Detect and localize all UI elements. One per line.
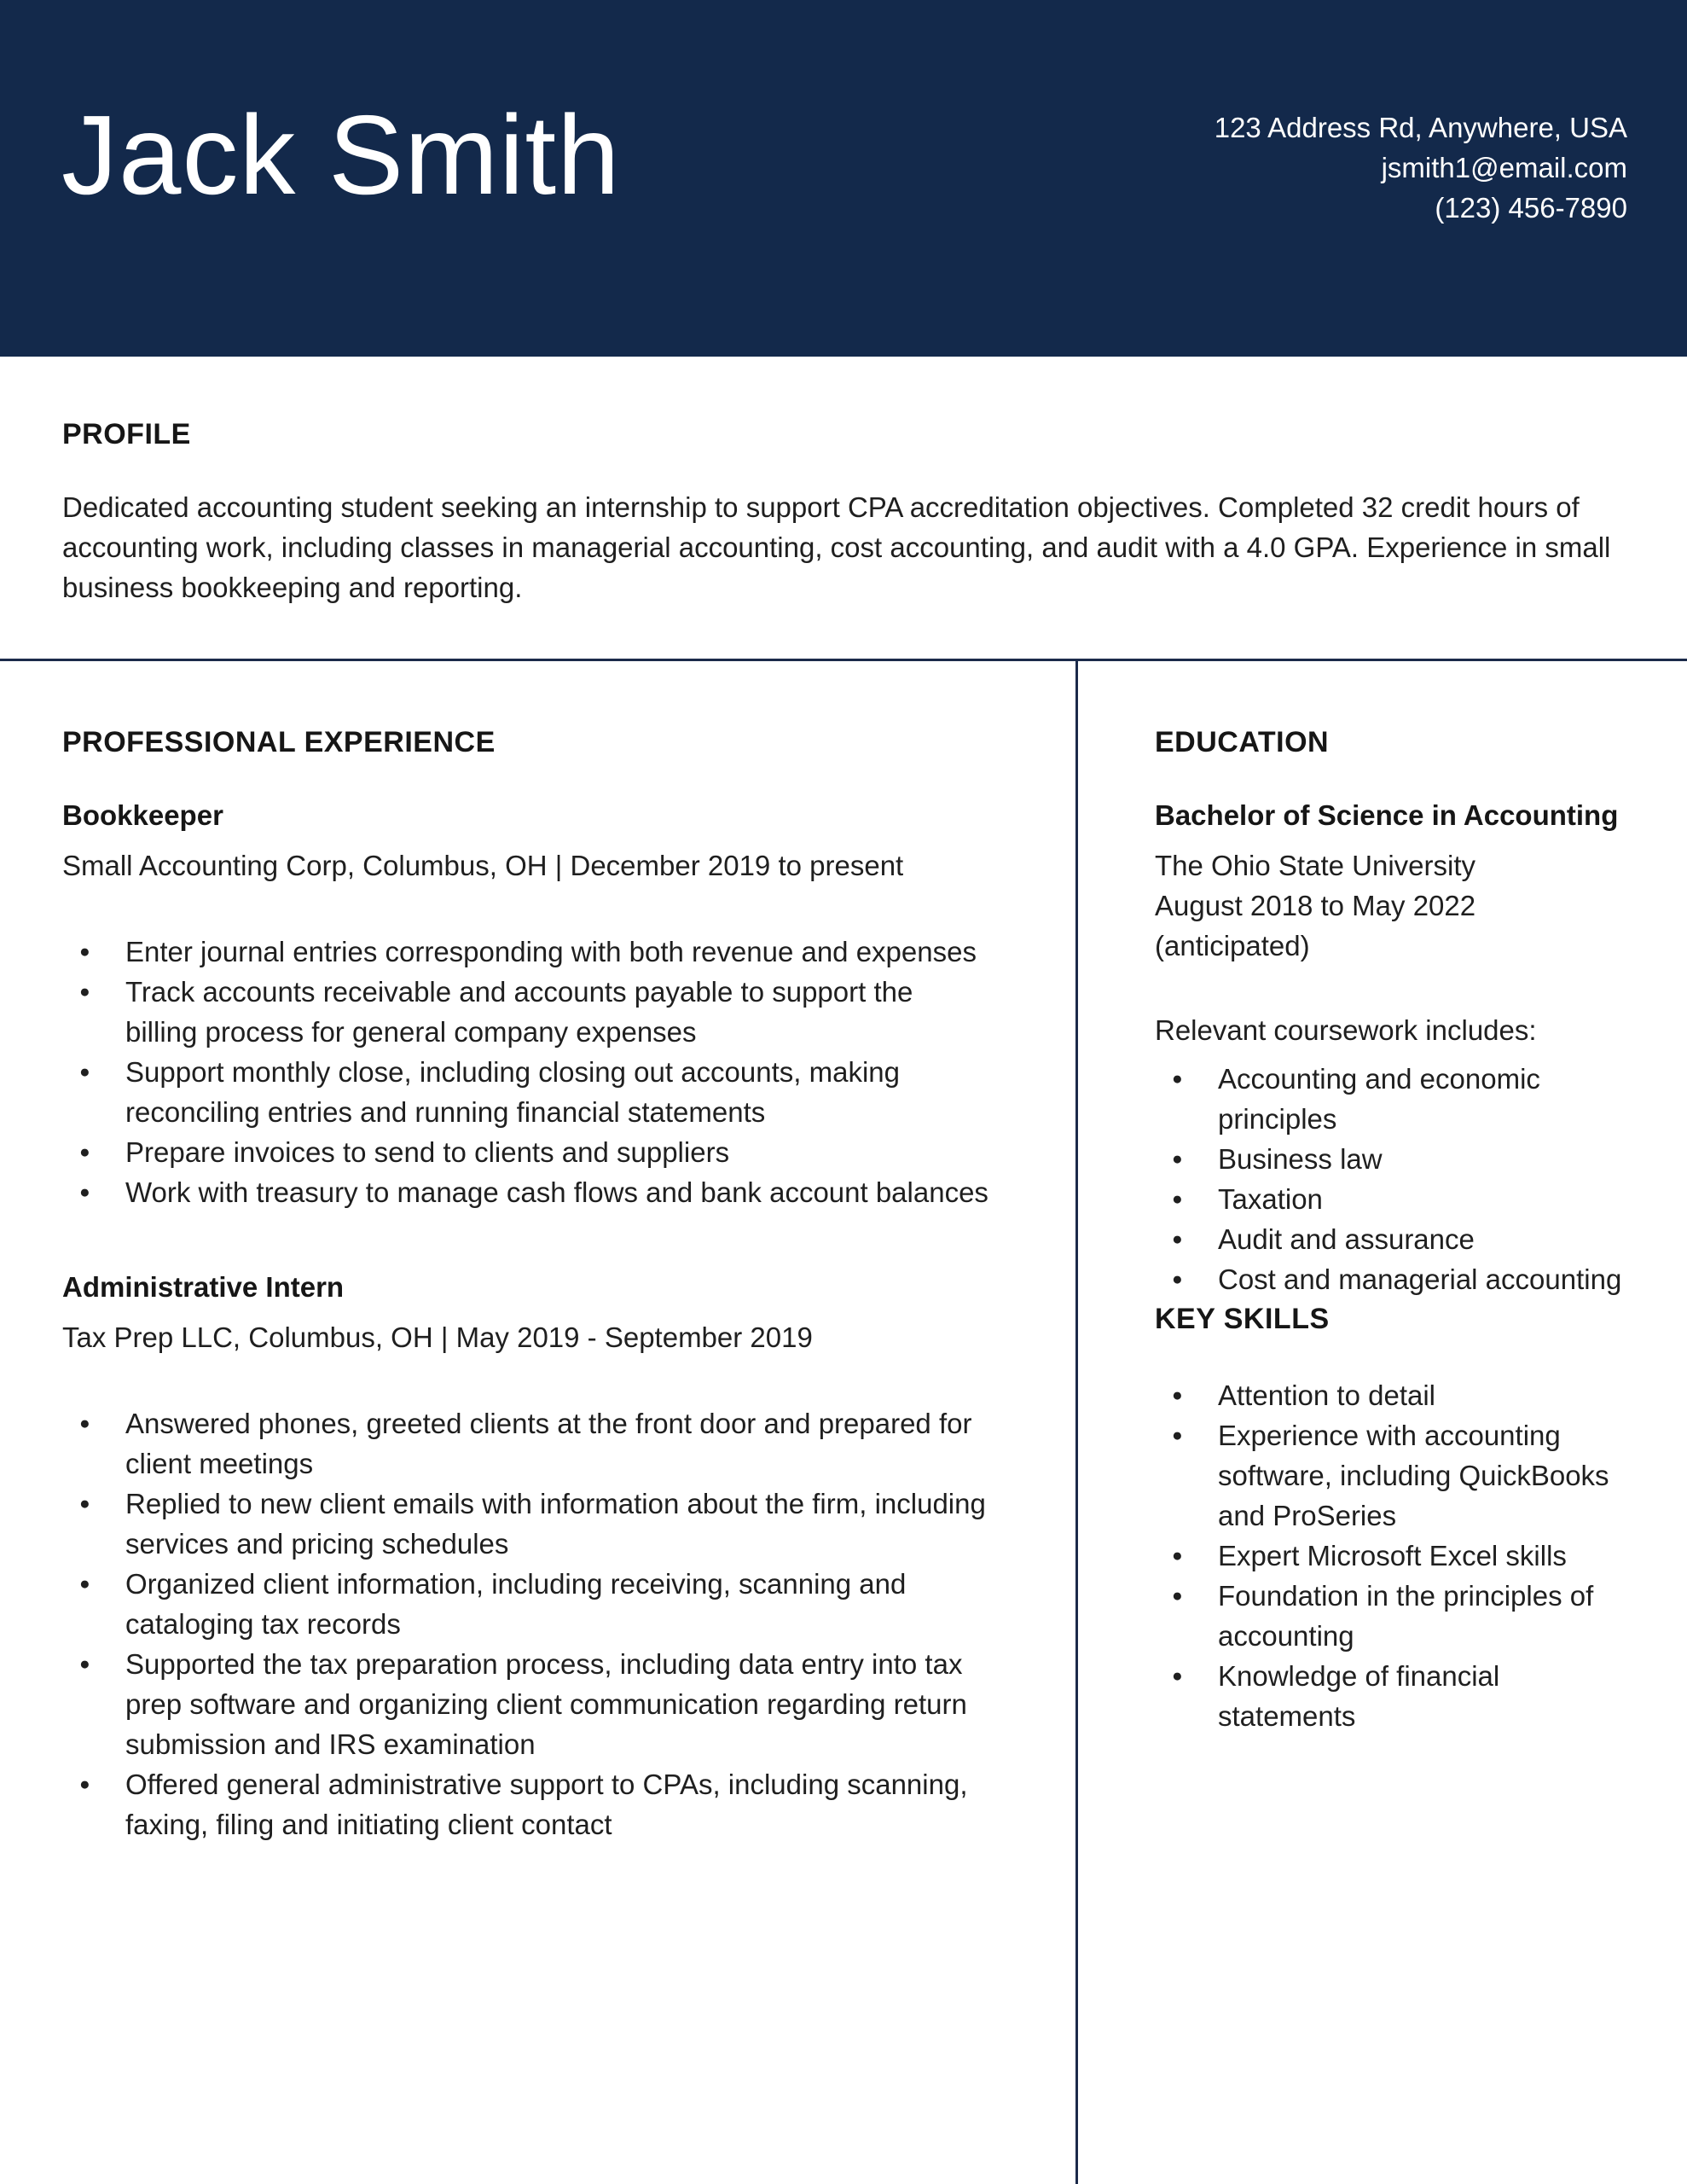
job-title: Administrative Intern: [62, 1271, 345, 1303]
skill-item: ● Experience with accounting software, including QuickBooks and ProSeries: [1155, 1415, 1627, 1536]
skills-heading: KEY SKILLS: [1155, 1303, 1330, 1335]
bullet-item: ● Support monthly close, including closing out accounts, making reconciling entries and running financial statements: [62, 1052, 990, 1132]
coursework-item: ● Business law: [1155, 1139, 1627, 1179]
bullet-item: ● Enter journal entries corresponding with both revenue and expenses: [62, 932, 990, 972]
coursework-list: [1155, 1059, 1627, 1299]
skill-item: ● Foundation in the principles of accounting: [1155, 1576, 1627, 1656]
bullet-item: ● Answered phones, greeted clients at the front door and prepared for client meetings: [62, 1403, 990, 1484]
bullet-item: ● Prepare invoices to send to clients and suppliers: [62, 1132, 990, 1172]
degree-title: Bachelor of Science in Accounting: [1155, 799, 1619, 831]
bullet-item: ● Organized client information, including receiving, scanning and cataloging tax records: [62, 1564, 990, 1644]
candidate-name: Jack Smith: [61, 92, 621, 218]
contact-address: 123 Address Rd, Anywhere, USA: [1214, 112, 1627, 143]
coursework-item: ● Audit and assurance: [1155, 1219, 1627, 1259]
contact-info: [1215, 107, 1627, 228]
education-dates-note: (anticipated): [1155, 930, 1310, 961]
education-heading: EDUCATION: [1155, 726, 1330, 758]
bullet-item: ● Offered general administrative support to CPAs, including scanning, faxing, filing and initiating client contact: [62, 1764, 990, 1844]
experience-heading: PROFESSIONAL EXPERIENCE: [62, 726, 496, 758]
coursework-label: Relevant coursework includes:: [1155, 1014, 1537, 1046]
skills-list: [1155, 1375, 1627, 1736]
job-entry-administrative-intern: [62, 1267, 990, 1844]
contact-email: jsmith1@email.com: [1381, 152, 1627, 183]
job-meta: Tax Prep LLC, Columbus, OH | May 2019 - September 2019: [62, 1321, 813, 1353]
skill-item: ● Attention to detail: [1155, 1375, 1627, 1415]
profile-text: Dedicated accounting student seeking an internship to support CPA accreditation objectives. Completed 32 credit hours of accounting work, including classes in managerial accounting, cost accounting, and audit with a 4.0 GPA. Experience in small business bookkeeping and reporting.: [62, 491, 1611, 603]
bullet-item: ● Supported the tax preparation process, including data entry into tax prep software and organizing client communication regarding return submission and IRS examination: [62, 1644, 990, 1764]
job-meta: Small Accounting Corp, Columbus, OH | December 2019 to present: [62, 850, 904, 881]
experience-column: [0, 661, 1078, 2184]
skill-item: ● Expert Microsoft Excel skills: [1155, 1536, 1627, 1576]
bullet-item: ● Replied to new client emails with information about the firm, including services and pricing schedules: [62, 1484, 990, 1564]
contact-phone: (123) 456-7890: [1435, 192, 1627, 224]
job-bullet-list: [62, 1403, 990, 1844]
profile-section: [0, 357, 1687, 607]
two-column-body: [0, 661, 1687, 2184]
bullet-item: ● Work with treasury to manage cash flows and bank account balances: [62, 1172, 990, 1212]
bullet-item: ● Track accounts receivable and accounts payable to support the billing process for general company expenses: [62, 972, 990, 1052]
education-entry: [1155, 795, 1627, 966]
education-dates: August 2018 to May 2022: [1155, 890, 1476, 921]
header: [0, 0, 1687, 357]
coursework-item: ● Accounting and economic principles: [1155, 1059, 1627, 1139]
profile-heading: PROFILE: [62, 418, 191, 450]
coursework-item: ● Cost and managerial accounting: [1155, 1259, 1627, 1299]
job-bullet-list: [62, 932, 990, 1212]
education-column: [1078, 661, 1687, 2184]
skill-item: ● Knowledge of financial statements: [1155, 1656, 1627, 1736]
job-entry-bookkeeper: [62, 795, 990, 1212]
coursework-item: ● Taxation: [1155, 1179, 1627, 1219]
job-title: Bookkeeper: [62, 799, 223, 831]
school-name: The Ohio State University: [1155, 850, 1475, 881]
